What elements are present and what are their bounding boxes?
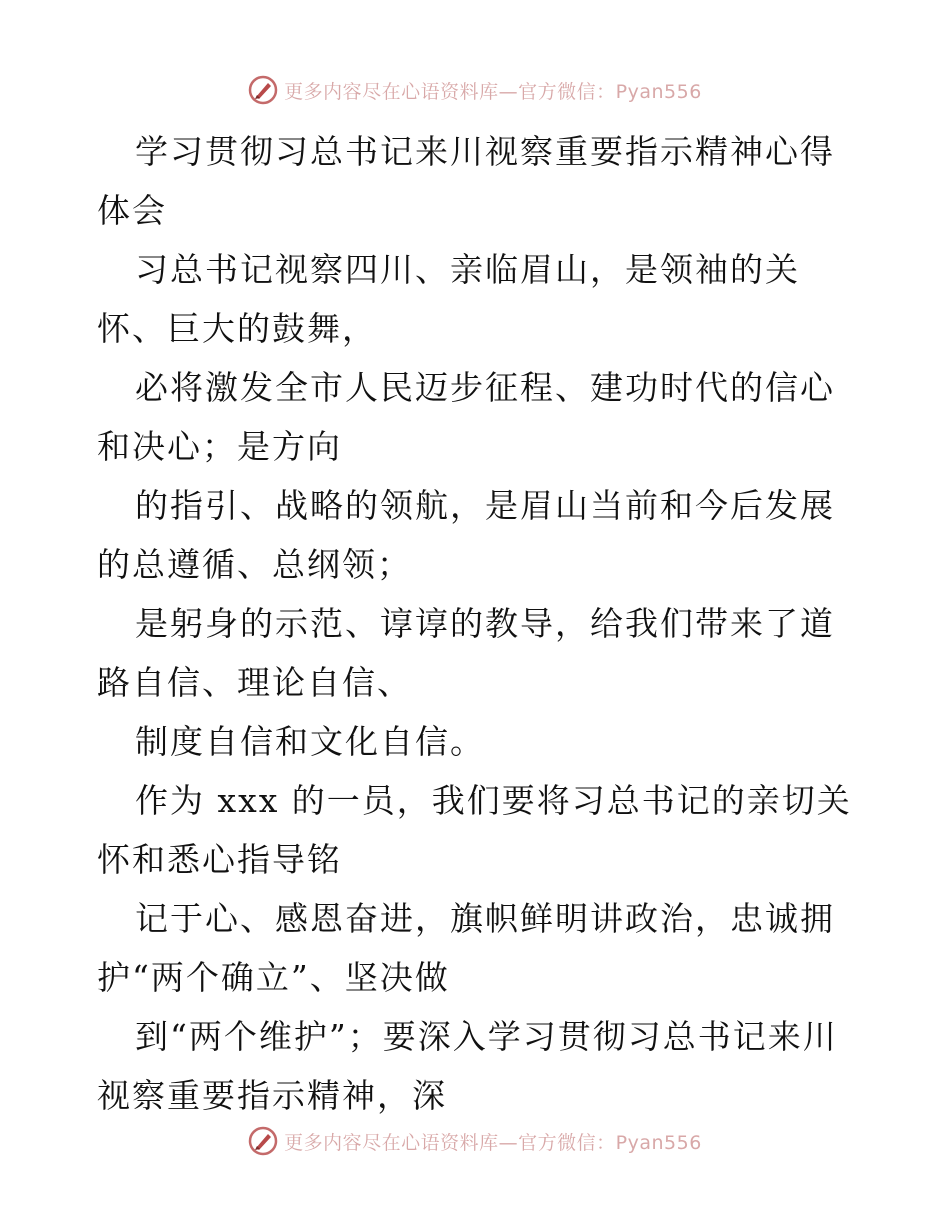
paragraph: 到“两个维护”；要深入学习贯彻习总书记来川视察重要指示精神，深: [97, 1017, 838, 1115]
pen-seal-icon: [248, 1126, 278, 1156]
header-watermark: [0, 70, 950, 110]
document-body: [97, 122, 857, 1125]
paragraph: 作为 xxx 的一员，我们要将习总书记的亲切关怀和悉心指导铭: [97, 781, 852, 879]
paragraph: 制度自信和文化自信。: [135, 722, 485, 761]
paragraph: 记于心、感恩奋进，旗帜鲜明讲政治，忠诚拥护“两个确立”、坚决做: [97, 899, 835, 997]
paragraph-title: 学习贯彻习总书记来川视察重要指示精神心得体会: [97, 132, 835, 230]
footer-watermark: [0, 1121, 950, 1161]
pen-seal-icon: [248, 75, 278, 105]
watermark-text: 更多内容尽在心语资料库—官方微信：Pyan556: [284, 1131, 702, 1154]
paragraph: 习总书记视察四川、亲临眉山，是领袖的关怀、巨大的鼓舞，: [97, 250, 800, 348]
paragraph: 是躬身的示范、谆谆的教导，给我们带来了道路自信、理论自信、: [97, 604, 835, 702]
watermark-text: 更多内容尽在心语资料库—官方微信：Pyan556: [284, 80, 702, 103]
paragraph: 的指引、战略的领航，是眉山当前和今后发展的总遵循、总纲领；: [97, 486, 835, 584]
paragraph: 必将激发全市人民迈步征程、建功时代的信心和决心；是方向: [97, 368, 835, 466]
